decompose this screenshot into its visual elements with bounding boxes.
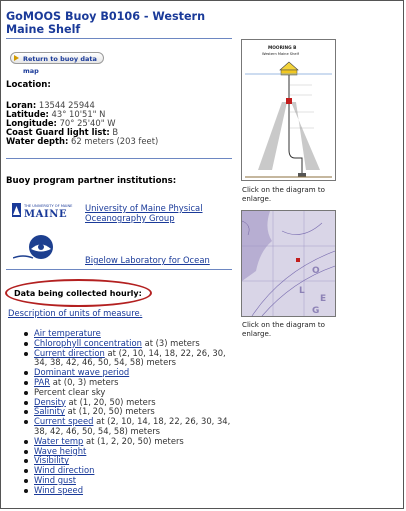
diagram-caption: Click on the diagram to enlarge. [242, 185, 326, 203]
bigelow-logo-graphic [13, 234, 69, 260]
salinity-link[interactable]: Salinity [34, 406, 65, 417]
return-to-buoy-map-button[interactable] [10, 52, 104, 75]
wind-gust-link[interactable]: Wind gust [34, 474, 76, 485]
wave-height-link[interactable]: Wave height [34, 445, 87, 456]
loran-line: Loran: 13544 25944 [6, 100, 95, 110]
svg-text:O: O [312, 266, 320, 276]
arrow-right-icon [14, 55, 19, 61]
wind-speed-link[interactable]: Wind speed [34, 484, 84, 495]
mooring-diagram-graphic [242, 40, 335, 180]
location-divider [6, 158, 232, 159]
location-header: Location: [6, 80, 51, 90]
return-button-label: Return to buoy data map [23, 55, 97, 75]
units-description-link[interactable]: Description of units of measure. [8, 308, 143, 318]
svg-text:MOORING B: MOORING B [268, 46, 297, 51]
list-item: Salinity at (1, 20, 50) meters [22, 407, 232, 417]
list-item [22, 486, 232, 496]
chlorophyll-link[interactable]: Chlorophyll concentration [34, 337, 142, 348]
nautical-chart-graphic [242, 211, 335, 316]
coast-guard-line: Coast Guard light list: B [6, 127, 119, 137]
air-temperature-link[interactable]: Air temperature [34, 328, 101, 338]
nautical-chart-map[interactable] [241, 210, 336, 317]
density-link[interactable]: Density [34, 396, 66, 407]
umaine-partner-link[interactable]: University of Maine Physical Oceanography Group [85, 203, 203, 223]
dominant-wave-period-link[interactable]: Dominant wave period [34, 367, 130, 378]
partners-divider [6, 269, 232, 270]
list-item: Water temp at (1, 2, 20, 50) meters [22, 437, 232, 447]
water-depth-line: Water depth: 62 meters (203 feet) [6, 136, 159, 146]
percent-clear-sky-text: Percent clear sky [34, 386, 106, 397]
current-speed-link[interactable]: Current speed [34, 416, 94, 427]
umaine-logo-graphic [12, 201, 76, 219]
mooring-diagram[interactable] [241, 39, 336, 181]
hourly-data-header: Data being collected hourly: [14, 289, 142, 298]
list-item: Density at (1, 20, 50) meters [22, 398, 232, 408]
visibility-link[interactable]: Visibility [34, 455, 70, 466]
page-title: GoMOOS Buoy B0106 - Western Maine Shelf [6, 10, 206, 36]
title-divider [6, 38, 232, 39]
data-item-list [22, 329, 232, 496]
svg-text:G: G [312, 306, 320, 316]
map-caption: Click on the diagram to enlarge. [242, 320, 326, 338]
partners-header: Buoy program partner institutions: [6, 176, 177, 186]
list-item: Current direction at (2, 10, 14, 18, 22, 26, 30, 34, 38, 42, 46, 50, 54, 58) meters [22, 349, 232, 369]
longitude-line: Longitude: 70° 25'40" W [6, 118, 116, 128]
umaine-logo[interactable] [12, 201, 76, 219]
svg-text:Western Maine Shelf: Western Maine Shelf [262, 52, 299, 56]
svg-text:E: E [320, 294, 327, 304]
par-link[interactable]: PAR [34, 376, 51, 387]
list-item: Current speed at (2, 10, 14, 18, 22, 26, 30, 34, 38, 42, 46, 50, 54, 58) meters [22, 417, 232, 437]
svg-text:L: L [299, 286, 305, 296]
list-item: Chlorophyll concentration at (3) meters [22, 339, 232, 349]
list-item: PAR at (0, 3) meters [22, 378, 232, 388]
bigelow-partner-link[interactable]: Bigelow Laboratory for Ocean [85, 255, 210, 265]
hourly-data-highlight [5, 279, 152, 307]
current-direction-link[interactable]: Current direction [34, 347, 105, 358]
svg-text:THE UNIVERSITY OF MAINE: THE UNIVERSITY OF MAINE [24, 204, 73, 208]
latitude-line: Latitude: 43° 10'51" N [6, 109, 106, 119]
svg-text:MAINE: MAINE [24, 209, 68, 219]
wind-direction-link[interactable]: Wind direction [34, 465, 95, 476]
water-temp-link[interactable]: Water temp [34, 435, 84, 446]
bigelow-logo[interactable] [13, 234, 69, 260]
